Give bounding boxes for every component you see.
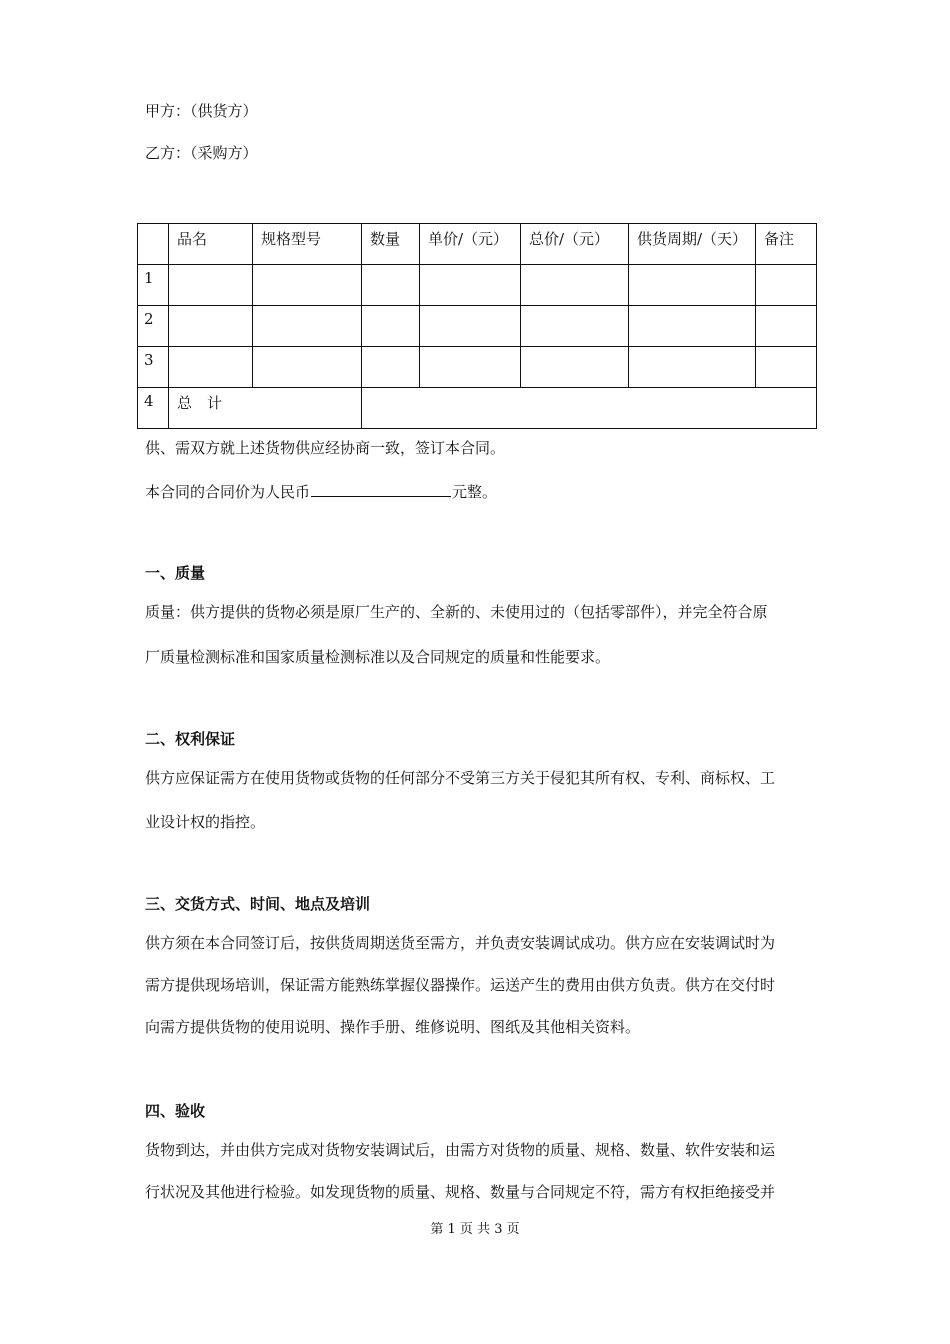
table-cell	[420, 306, 521, 347]
section-title-delivery: 三、交货方式、时间、地点及培训	[145, 895, 371, 913]
table-cell	[169, 306, 253, 347]
table-cell	[420, 347, 521, 388]
header-cell-unit-price: 单价/（元）	[420, 224, 521, 265]
table-cell	[756, 306, 817, 347]
table-cell	[362, 265, 420, 306]
row-index: 3	[138, 347, 169, 388]
table-cell	[169, 347, 253, 388]
table-row	[138, 347, 817, 388]
table-total-row	[138, 388, 817, 429]
header-cell-spec: 规格型号	[253, 224, 362, 265]
table-header-row	[138, 224, 817, 265]
header-cell-name: 品名	[169, 224, 253, 265]
row-index: 4	[138, 388, 169, 429]
price-prefix: 本合同的合同价为人民币	[145, 483, 311, 501]
page-number: 第 1 页 共 3 页	[430, 1222, 520, 1237]
table-cell	[521, 265, 629, 306]
table-cell	[253, 265, 362, 306]
section-title-acceptance: 四、验收	[145, 1102, 206, 1120]
table-cell	[629, 306, 756, 347]
price-suffix: 元整。	[452, 483, 498, 501]
party-a-line: 甲方：（供货方）	[145, 102, 258, 120]
header-cell-total-price: 总价/（元）	[521, 224, 629, 265]
section-quality-line-2: 厂质量检测标准和国家质量检测标准以及合同规定的质量和性能要求。	[145, 648, 611, 666]
header-cell-quantity: 数量	[362, 224, 420, 265]
table-cell	[420, 265, 521, 306]
section-title-rights: 二、权利保证	[145, 730, 236, 748]
header-cell-supply-period: 供货周期/（天）	[629, 224, 756, 265]
total-value-cell	[362, 388, 817, 429]
section-delivery-line-2: 需方提供现场培训，保证需方能熟练掌握仪器操作。运送产生的费用由供方负责。供方在交付时	[145, 976, 776, 994]
table-cell	[253, 347, 362, 388]
table-cell	[756, 265, 817, 306]
row-index: 2	[138, 306, 169, 347]
goods-table	[137, 223, 817, 429]
price-blank	[311, 480, 451, 497]
table-cell	[756, 347, 817, 388]
table-cell	[362, 347, 420, 388]
section-rights-line-1: 供方应保证需方在使用货物或货物的任何部分不受第三方关于侵犯其所有权、专利、商标权、工	[145, 769, 776, 787]
table-cell	[169, 265, 253, 306]
table-cell	[253, 306, 362, 347]
contract-price-line	[145, 480, 497, 502]
total-label: 总 计	[169, 388, 362, 429]
table-cell	[362, 306, 420, 347]
header-cell-remarks: 备注	[756, 224, 817, 265]
section-acceptance-line-1: 货物到达，并由供方完成对货物安装调试后，由需方对货物的质量、规格、数量、软件安装和运	[145, 1141, 776, 1159]
table-cell	[521, 347, 629, 388]
row-index: 1	[138, 265, 169, 306]
agreement-text: 供、需双方就上述货物供应经协商一致，签订本合同。	[145, 439, 506, 457]
table-row	[138, 306, 817, 347]
section-acceptance-line-2: 行状况及其他进行检验。如发现货物的质量、规格、数量与合同规定不符，需方有权拒绝接受并	[145, 1183, 776, 1201]
table-cell	[629, 265, 756, 306]
section-title-quality: 一、质量	[145, 564, 206, 582]
section-delivery-line-3: 向需方提供货物的使用说明、操作手册、维修说明、图纸及其他相关资料。	[145, 1018, 641, 1036]
section-delivery-line-1: 供方须在本合同签订后，按供货周期送货至需方，并负责安装调试成功。供方应在安装调试时为	[145, 934, 776, 952]
table-row	[138, 265, 817, 306]
header-cell-index	[138, 224, 169, 265]
section-rights-line-2: 业设计权的指控。	[145, 813, 266, 831]
section-quality-line-1: 质量：供方提供的货物必须是原厂生产的、全新的、未使用过的（包括零部件），并完全符合原	[145, 603, 768, 621]
party-b-line: 乙方：（采购方）	[145, 144, 258, 162]
table-cell	[629, 347, 756, 388]
table-cell	[521, 306, 629, 347]
